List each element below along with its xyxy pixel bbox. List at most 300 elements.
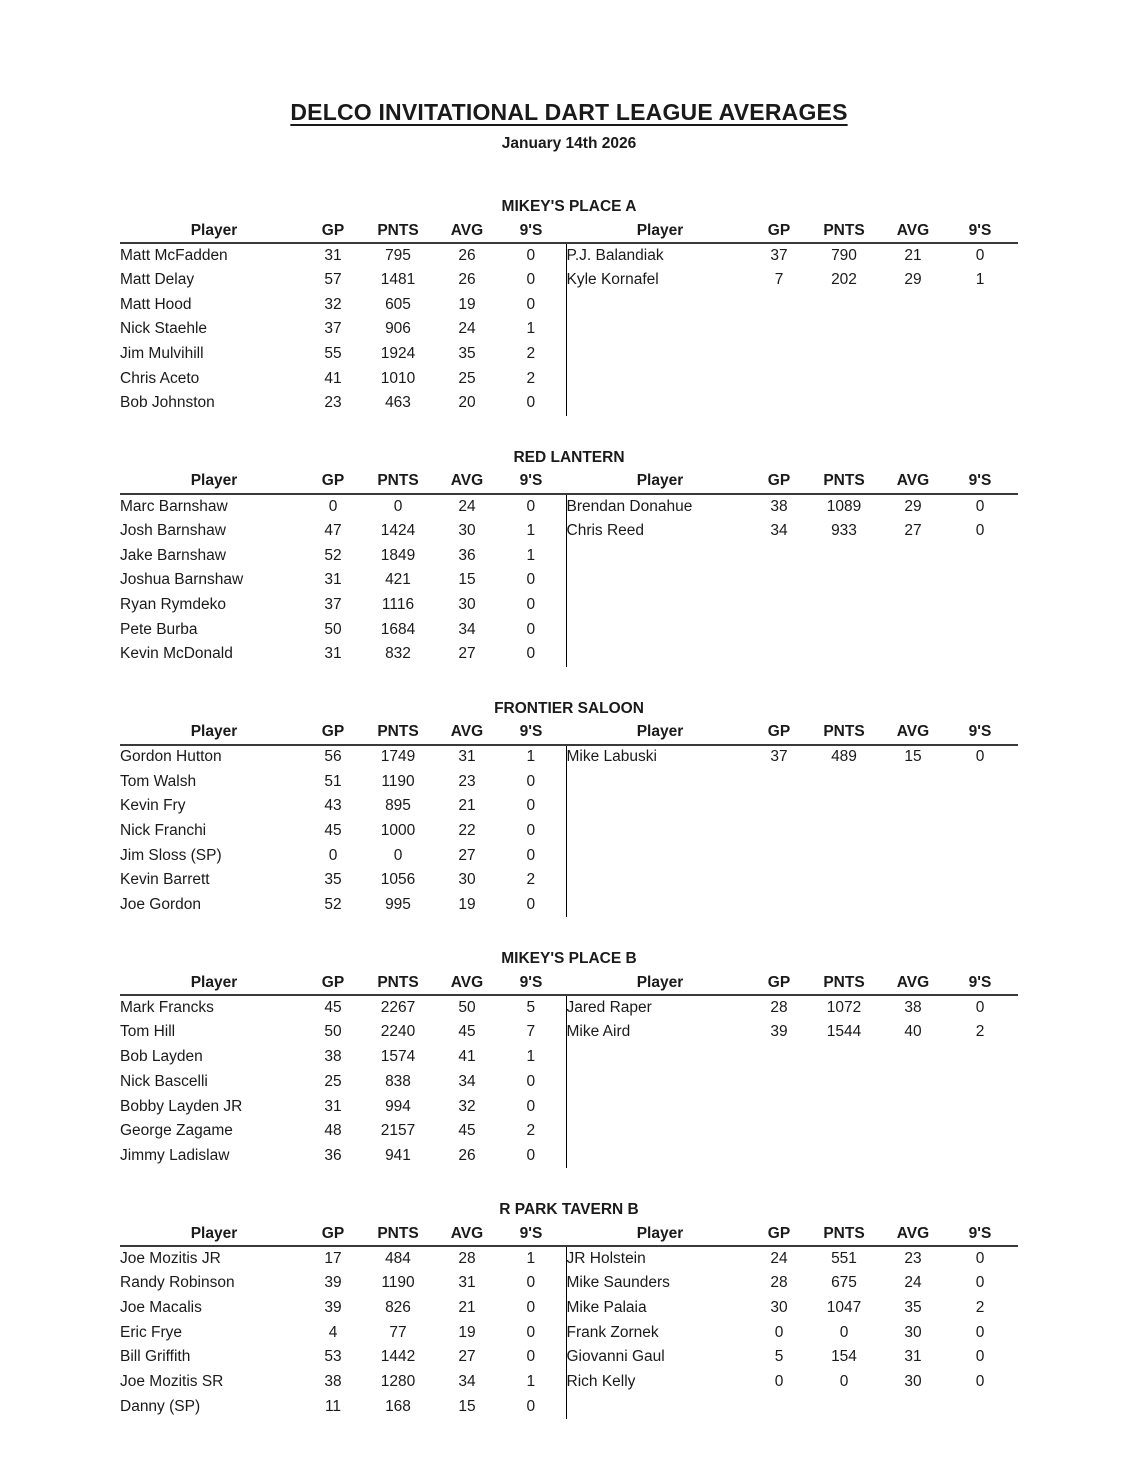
stat-cell: 52 — [324, 546, 342, 564]
stat-cell: 7 — [526, 1023, 536, 1041]
stat-cell: 21 — [458, 1298, 476, 1316]
stat-cell: 45 — [458, 1023, 476, 1041]
column-header: PNTS — [358, 971, 438, 995]
stat-cell — [884, 342, 942, 367]
column-header: GP — [754, 1222, 804, 1246]
player-name-cell — [566, 543, 754, 568]
stat-cell: 31 — [458, 748, 476, 766]
stat-cell: 0 — [526, 846, 536, 864]
player-name-cell: Danny (SP) — [120, 1397, 201, 1415]
player-name-cell: Giovanni Gaul — [566, 1345, 754, 1370]
table-row — [120, 617, 1018, 642]
stat-cell: 40 — [904, 1023, 922, 1041]
column-header: AVG — [884, 721, 942, 745]
stat-cell — [942, 769, 1018, 794]
stat-cell — [804, 1394, 884, 1419]
stat-cell: 29 — [904, 497, 922, 515]
stat-cell: 0 — [526, 571, 536, 589]
column-header: 9'S — [942, 470, 1018, 494]
stat-cell: 45 — [324, 822, 342, 840]
stat-cell: 23 — [458, 772, 476, 790]
stat-cell: 202 — [831, 271, 857, 289]
stat-cell: 1 — [526, 1250, 536, 1268]
table-row — [120, 868, 1018, 893]
stat-cell: 2 — [526, 871, 536, 889]
stat-cell: 0 — [526, 797, 536, 815]
stat-cell: 31 — [324, 645, 342, 663]
stat-cell: 5 — [526, 999, 536, 1017]
stat-cell — [942, 317, 1018, 342]
player-name-cell: Jake Barnshaw — [120, 546, 226, 564]
table-row — [120, 769, 1018, 794]
stat-cell — [754, 769, 804, 794]
stat-cell: 36 — [324, 1146, 342, 1164]
player-name-cell: Tom Walsh — [120, 772, 197, 790]
stat-cell: 34 — [770, 521, 788, 539]
stat-cell: 21 — [458, 797, 476, 815]
stat-cell — [754, 292, 804, 317]
player-name-cell: Joe Mozitis SR — [120, 1373, 224, 1391]
player-name-cell: Marc Barnshaw — [120, 497, 228, 515]
column-header: PNTS — [804, 721, 884, 745]
stat-cell: 38 — [324, 1373, 342, 1391]
table-row — [120, 317, 1018, 342]
stat-cell — [754, 568, 804, 593]
stat-cell: 1056 — [380, 871, 416, 889]
stat-cell — [754, 642, 804, 667]
stat-cell: 47 — [324, 521, 342, 539]
stat-cell: 0 — [526, 595, 536, 613]
stat-cell: 39 — [770, 1023, 788, 1041]
player-name-cell: Eric Frye — [120, 1323, 182, 1341]
stat-cell — [754, 1144, 804, 1169]
stat-cell: 0 — [975, 246, 985, 264]
stat-cell: 0 — [393, 846, 403, 864]
player-name-cell — [566, 317, 754, 342]
column-header: PNTS — [804, 1222, 884, 1246]
stat-cell: 1 — [526, 748, 536, 766]
stat-cell — [804, 1070, 884, 1095]
stat-cell: 25 — [458, 369, 476, 387]
stat-cell: 1849 — [380, 546, 416, 564]
stat-cell: 0 — [526, 1397, 536, 1415]
player-name-cell: P.J. Balandiak — [566, 243, 754, 268]
column-header: 9'S — [942, 971, 1018, 995]
column-header: AVG — [884, 1222, 942, 1246]
stat-cell — [804, 1119, 884, 1144]
table-row — [120, 593, 1018, 618]
stat-cell: 1280 — [380, 1373, 416, 1391]
table-row — [120, 1370, 1018, 1395]
stat-cell: 832 — [385, 645, 411, 663]
stat-cell: 0 — [526, 1323, 536, 1341]
player-name-cell: Bob Layden — [120, 1048, 203, 1066]
stat-cell: 1574 — [380, 1048, 416, 1066]
player-name-cell: Jimmy Ladislaw — [120, 1146, 230, 1164]
column-header: 9'S — [496, 721, 566, 745]
stat-cell: 0 — [526, 295, 536, 313]
page-date: January 14th 2026 — [501, 135, 637, 152]
stat-cell: 77 — [389, 1323, 407, 1341]
column-header: 9'S — [942, 1222, 1018, 1246]
stat-cell — [804, 366, 884, 391]
player-name-cell: Josh Barnshaw — [120, 521, 226, 539]
stat-cell — [884, 769, 942, 794]
stat-cell: 0 — [526, 1072, 536, 1090]
stat-cell — [754, 366, 804, 391]
stat-cell — [804, 893, 884, 918]
stat-cell: 0 — [393, 497, 403, 515]
player-name-cell: Matt McFadden — [120, 246, 228, 264]
sections-container — [120, 195, 1018, 1419]
stat-cell — [754, 819, 804, 844]
column-header: Player — [566, 1222, 754, 1246]
stat-cell — [884, 593, 942, 618]
stat-cell — [804, 843, 884, 868]
stat-cell: 28 — [458, 1250, 476, 1268]
player-name-cell: Mark Francks — [120, 999, 214, 1017]
stat-cell — [884, 794, 942, 819]
averages-table — [120, 219, 1018, 416]
stat-cell: 484 — [385, 1250, 411, 1268]
stat-cell: 17 — [324, 1250, 342, 1268]
player-name-cell: Jared Raper — [566, 995, 754, 1020]
player-name-cell — [566, 617, 754, 642]
header-row — [120, 1222, 1018, 1246]
column-header: Player — [566, 971, 754, 995]
stat-cell: 0 — [975, 1373, 985, 1391]
column-header: Player — [566, 721, 754, 745]
column-header: Player — [120, 219, 308, 243]
column-header: 9'S — [942, 219, 1018, 243]
stat-cell — [884, 292, 942, 317]
stat-cell: 1442 — [380, 1348, 416, 1366]
stat-cell — [942, 593, 1018, 618]
player-name-cell: Ryan Rymdeko — [120, 595, 226, 613]
stat-cell — [804, 543, 884, 568]
player-name-cell — [566, 1094, 754, 1119]
stat-cell: 1424 — [380, 521, 416, 539]
stat-cell: 0 — [774, 1373, 784, 1391]
stat-cell — [754, 1094, 804, 1119]
stat-cell — [754, 593, 804, 618]
table-row — [120, 568, 1018, 593]
stat-cell: 0 — [526, 1348, 536, 1366]
stat-cell: 7 — [774, 271, 784, 289]
player-name-cell: Kevin Fry — [120, 797, 186, 815]
stat-cell: 30 — [904, 1323, 922, 1341]
document-content — [120, 99, 1018, 1419]
stat-cell: 37 — [770, 246, 788, 264]
stat-cell: 51 — [324, 772, 342, 790]
stat-cell — [804, 593, 884, 618]
stat-cell: 0 — [526, 1274, 536, 1292]
stat-cell: 24 — [458, 320, 476, 338]
column-header: GP — [754, 971, 804, 995]
stat-cell: 56 — [324, 748, 342, 766]
column-header: PNTS — [804, 470, 884, 494]
table-row — [120, 1394, 1018, 1419]
stat-cell: 0 — [975, 748, 985, 766]
column-header: Player — [120, 470, 308, 494]
stat-cell: 26 — [458, 1146, 476, 1164]
player-name-cell — [566, 342, 754, 367]
stat-cell: 39 — [324, 1274, 342, 1292]
stat-cell: 28 — [770, 1274, 788, 1292]
table-row — [120, 1345, 1018, 1370]
stat-cell — [804, 642, 884, 667]
stat-cell: 1047 — [826, 1298, 862, 1316]
table-row — [120, 794, 1018, 819]
stat-cell — [942, 1045, 1018, 1070]
stat-cell — [804, 1045, 884, 1070]
stat-cell: 0 — [526, 1298, 536, 1316]
player-name-cell: Mike Aird — [566, 1020, 754, 1045]
stat-cell — [942, 1070, 1018, 1095]
header-row — [120, 971, 1018, 995]
stat-cell: 0 — [975, 999, 985, 1017]
table-row — [120, 819, 1018, 844]
stat-cell: 0 — [774, 1323, 784, 1341]
stat-cell: 1684 — [380, 620, 416, 638]
stat-cell: 463 — [385, 394, 411, 412]
player-name-cell — [566, 292, 754, 317]
stat-cell — [884, 1045, 942, 1070]
stat-cell: 0 — [328, 846, 338, 864]
stat-cell — [884, 543, 942, 568]
stat-cell: 154 — [831, 1348, 857, 1366]
stat-cell — [942, 342, 1018, 367]
stat-cell: 50 — [458, 999, 476, 1017]
stat-cell: 0 — [328, 497, 338, 515]
stat-cell: 0 — [526, 822, 536, 840]
player-name-cell: Kevin McDonald — [120, 645, 233, 663]
table-row — [120, 519, 1018, 544]
player-name-cell: Joshua Barnshaw — [120, 571, 244, 589]
column-header: PNTS — [358, 470, 438, 494]
stat-cell: 0 — [975, 497, 985, 515]
stat-cell: 995 — [385, 896, 411, 914]
stat-cell — [884, 1094, 942, 1119]
stat-cell — [804, 868, 884, 893]
stat-cell: 19 — [458, 896, 476, 914]
table-row — [120, 391, 1018, 416]
table-row — [120, 292, 1018, 317]
averages-table — [120, 721, 1018, 918]
stat-cell — [804, 342, 884, 367]
stat-cell — [884, 819, 942, 844]
stat-cell — [754, 1070, 804, 1095]
stat-cell — [884, 366, 942, 391]
stat-cell — [942, 543, 1018, 568]
stat-cell: 2 — [526, 345, 536, 363]
stat-cell — [942, 868, 1018, 893]
stat-cell: 48 — [324, 1122, 342, 1140]
table-row — [120, 1020, 1018, 1045]
header-row — [120, 721, 1018, 745]
stat-cell: 29 — [904, 271, 922, 289]
stat-cell: 50 — [324, 1023, 342, 1041]
stat-cell — [884, 893, 942, 918]
player-name-cell — [566, 794, 754, 819]
stat-cell: 27 — [904, 521, 922, 539]
stat-cell: 0 — [526, 645, 536, 663]
stat-cell: 31 — [324, 246, 342, 264]
stat-cell: 0 — [975, 1323, 985, 1341]
stat-cell: 37 — [324, 320, 342, 338]
stat-cell: 0 — [975, 1348, 985, 1366]
stat-cell: 795 — [385, 246, 411, 264]
stat-cell: 45 — [458, 1122, 476, 1140]
column-header: PNTS — [804, 219, 884, 243]
table-row — [120, 243, 1018, 268]
stat-cell: 24 — [904, 1274, 922, 1292]
stat-cell: 0 — [526, 246, 536, 264]
stat-cell: 1 — [526, 1048, 536, 1066]
stat-cell: 30 — [904, 1373, 922, 1391]
stat-cell — [884, 1070, 942, 1095]
stat-cell: 52 — [324, 896, 342, 914]
table-row — [120, 843, 1018, 868]
stat-cell — [754, 617, 804, 642]
stat-cell: 15 — [904, 748, 922, 766]
column-header: GP — [308, 219, 358, 243]
player-name-cell: Jim Sloss (SP) — [120, 846, 222, 864]
column-header: Player — [566, 470, 754, 494]
stat-cell: 5 — [774, 1348, 784, 1366]
table-row — [120, 1045, 1018, 1070]
stat-cell: 19 — [458, 1323, 476, 1341]
stat-cell: 0 — [526, 620, 536, 638]
stat-cell — [804, 317, 884, 342]
player-name-cell: Mike Palaia — [566, 1296, 754, 1321]
stat-cell — [754, 868, 804, 893]
stat-cell — [942, 819, 1018, 844]
stat-cell: 1089 — [826, 497, 862, 515]
stat-cell: 1749 — [380, 748, 416, 766]
stat-cell — [754, 391, 804, 416]
stat-cell: 35 — [458, 345, 476, 363]
player-name-cell — [566, 819, 754, 844]
column-header: Player — [120, 1222, 308, 1246]
table-row — [120, 995, 1018, 1020]
player-name-cell: Kevin Barrett — [120, 871, 210, 889]
table-row — [120, 1246, 1018, 1271]
player-name-cell — [566, 1394, 754, 1419]
table-row — [120, 1271, 1018, 1296]
stat-cell — [754, 1119, 804, 1144]
stat-cell: 39 — [324, 1298, 342, 1316]
column-header: AVG — [438, 721, 496, 745]
player-name-cell: Nick Staehle — [120, 320, 208, 338]
stat-cell: 1190 — [381, 1274, 415, 1292]
column-header: PNTS — [358, 219, 438, 243]
stat-cell — [942, 568, 1018, 593]
section-title: RED LANTERN — [513, 448, 625, 466]
stat-cell — [884, 843, 942, 868]
stat-cell — [884, 568, 942, 593]
stat-cell: 1 — [526, 546, 536, 564]
section-title: FRONTIER SALOON — [494, 699, 644, 717]
stat-cell: 675 — [831, 1274, 857, 1292]
stat-cell: 27 — [458, 846, 476, 864]
column-header: AVG — [884, 971, 942, 995]
player-name-cell: Chris Reed — [566, 519, 754, 544]
stat-cell: 30 — [458, 521, 476, 539]
player-name-cell: George Zagame — [120, 1122, 233, 1140]
player-name-cell — [566, 843, 754, 868]
stat-cell: 32 — [324, 295, 342, 313]
column-header: Player — [566, 219, 754, 243]
stat-cell — [884, 391, 942, 416]
stat-cell: 30 — [458, 871, 476, 889]
player-name-cell — [566, 1045, 754, 1070]
header-row — [120, 470, 1018, 494]
player-name-cell: Bobby Layden JR — [120, 1097, 243, 1115]
league-section — [120, 947, 1018, 1168]
table-row — [120, 342, 1018, 367]
stat-cell: 2 — [975, 1023, 985, 1041]
player-name-cell: Bill Griffith — [120, 1348, 191, 1366]
table-row — [120, 1296, 1018, 1321]
column-header: AVG — [884, 219, 942, 243]
player-name-cell: Mike Saunders — [566, 1271, 754, 1296]
league-section — [120, 446, 1018, 667]
stat-cell: 35 — [904, 1298, 922, 1316]
stat-cell: 15 — [458, 571, 476, 589]
table-row — [120, 494, 1018, 519]
stat-cell — [804, 794, 884, 819]
stat-cell: 38 — [770, 497, 788, 515]
stat-cell: 906 — [385, 320, 411, 338]
player-name-cell — [566, 868, 754, 893]
stat-cell — [804, 617, 884, 642]
player-name-cell — [566, 391, 754, 416]
stat-cell: 1 — [975, 271, 985, 289]
stat-cell — [942, 617, 1018, 642]
stat-cell: 1 — [526, 320, 536, 338]
stat-cell: 0 — [839, 1373, 849, 1391]
stat-cell — [754, 543, 804, 568]
player-name-cell: Mike Labuski — [566, 745, 754, 770]
stat-cell — [884, 642, 942, 667]
header-row — [120, 219, 1018, 243]
stat-cell: 11 — [324, 1397, 342, 1415]
stat-cell: 38 — [904, 999, 922, 1017]
player-name-cell — [566, 366, 754, 391]
column-header: PNTS — [358, 1222, 438, 1246]
stat-cell: 55 — [324, 345, 342, 363]
stat-cell: 26 — [458, 246, 476, 264]
stat-cell: 1116 — [381, 595, 415, 613]
player-name-cell: Kyle Kornafel — [566, 268, 754, 293]
column-header: AVG — [438, 971, 496, 995]
stat-cell: 28 — [770, 999, 788, 1017]
stat-cell: 31 — [324, 571, 342, 589]
table-row — [120, 1094, 1018, 1119]
column-header: GP — [308, 1222, 358, 1246]
column-header: Player — [120, 971, 308, 995]
column-header: GP — [754, 219, 804, 243]
table-row — [120, 642, 1018, 667]
stat-cell: 1924 — [380, 345, 416, 363]
stat-cell — [804, 292, 884, 317]
stat-cell: 1072 — [826, 999, 862, 1017]
league-section — [120, 697, 1018, 918]
stat-cell: 4 — [328, 1323, 338, 1341]
stat-cell — [884, 1144, 942, 1169]
player-name-cell: Matt Delay — [120, 271, 195, 289]
